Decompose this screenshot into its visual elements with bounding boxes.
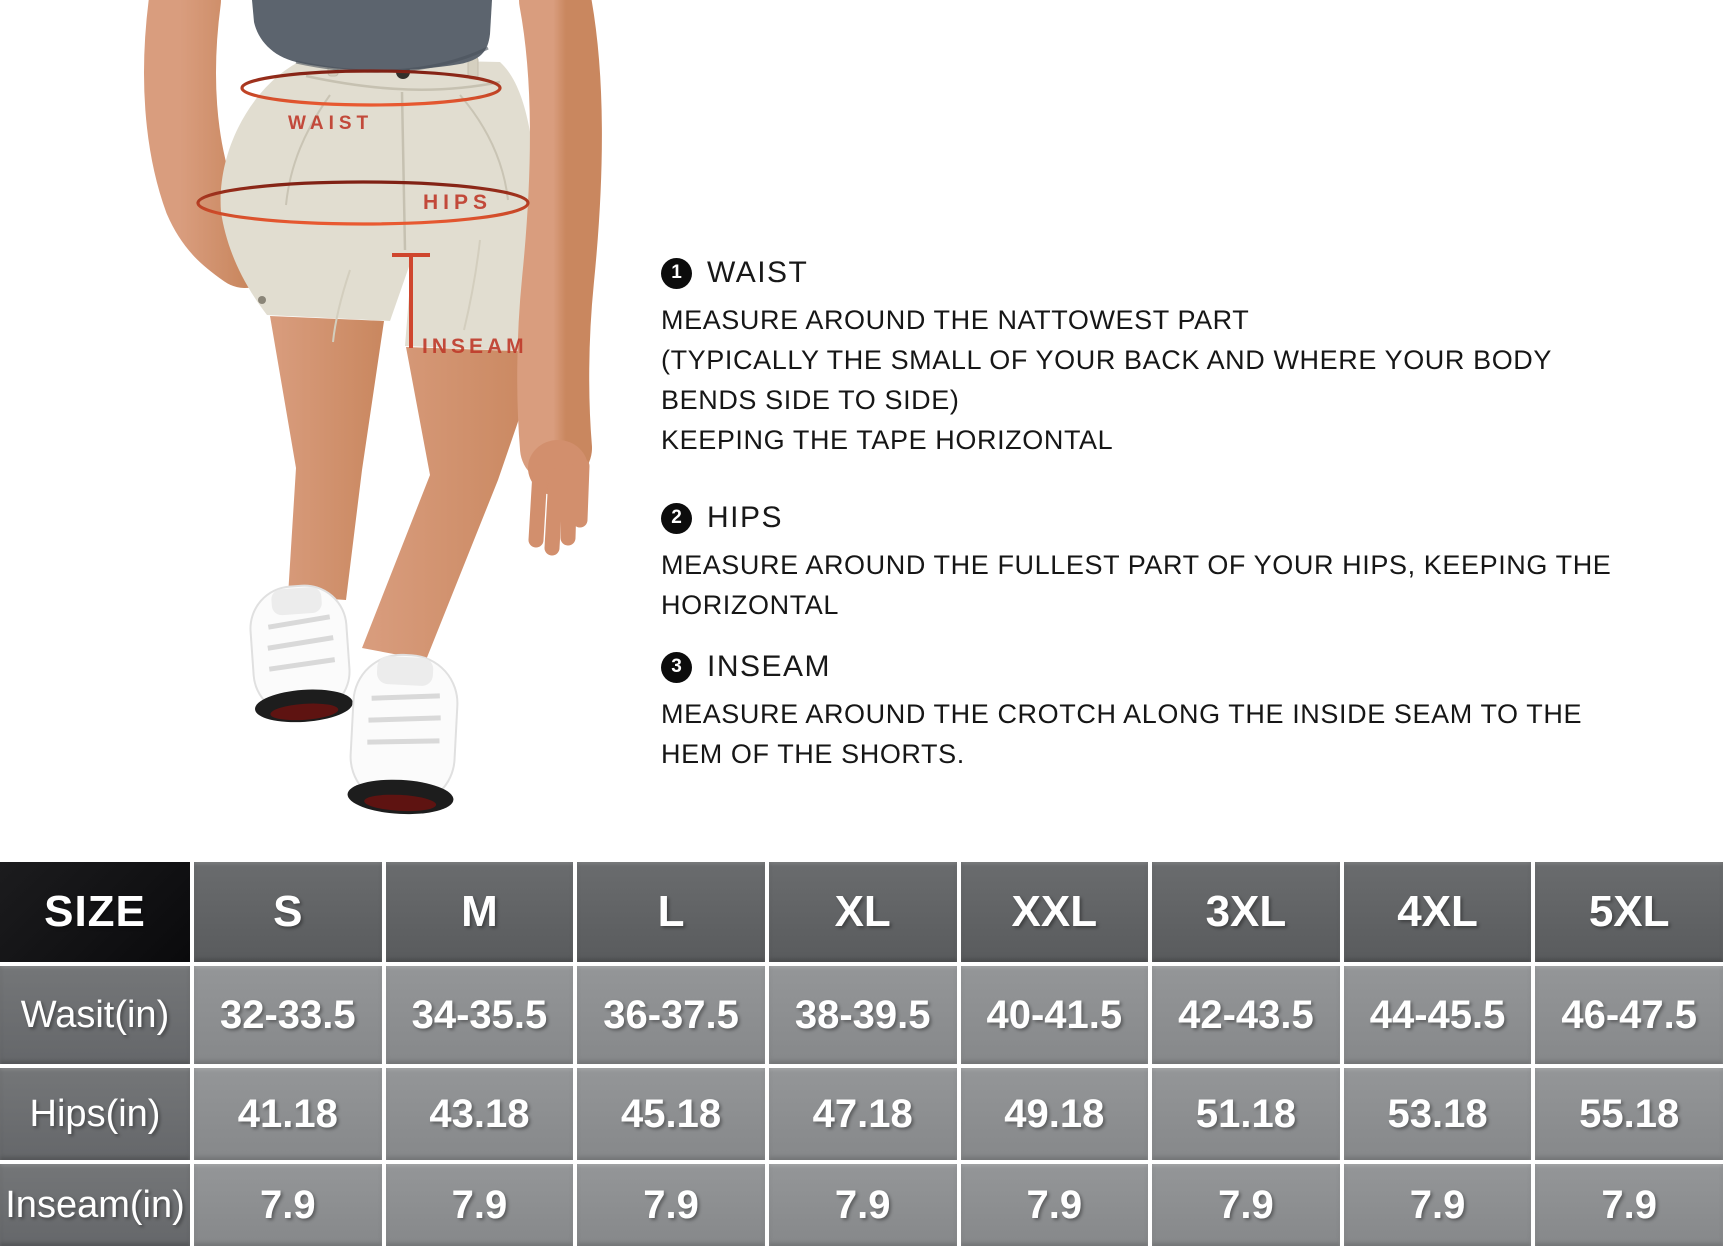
instruction-text-line: HEM OF THE SHORTS. [661,739,965,769]
hips-value-xxl: 49.18 [961,1068,1149,1160]
waist-value-5xl: 46-47.5 [1535,966,1723,1064]
row-label-inseam: Inseam(in) [0,1164,190,1246]
table-header-l: L [577,862,765,962]
instruction-text-line: KEEPING THE TAPE HORIZONTAL [661,425,1114,455]
table-header-xxl: XXL [961,862,1149,962]
left-leg [270,316,384,600]
right-leg [362,347,542,660]
row-label-waist: Wasit(in) [0,966,190,1064]
waist-value-m: 34-35.5 [386,966,574,1064]
right-shoe [347,652,461,816]
instruction-text-line: MEASURE AROUND THE NATTOWEST PART [661,305,1250,335]
instruction-inseam [661,650,1583,774]
inseam-value-5xl: 7.9 [1535,1164,1723,1246]
size-table [0,862,1723,1246]
hips-value-l: 45.18 [577,1068,765,1160]
waist-value-xl: 38-39.5 [769,966,957,1064]
instruction-waist-title: WAIST [707,256,809,289]
table-header-5xl: 5XL [1535,862,1723,962]
table-header-xl: XL [769,862,957,962]
waist-value-l: 36-37.5 [577,966,765,1064]
instruction-inseam-title: INSEAM [707,650,832,683]
instruction-text-line: MEASURE AROUND THE CROTCH ALONG THE INSIDE SEAM TO THE [661,699,1583,729]
instruction-text-line: MEASURE AROUND THE FULLEST PART OF YOUR HIPS, KEEPING THE [661,550,1612,580]
instruction-inseam-heading [661,650,1521,684]
hips-value-xl: 47.18 [769,1068,957,1160]
step-3-badge: 3 [661,652,692,683]
instruction-text-line: (TYPICALLY THE SMALL OF YOUR BACK AND WHERE YOUR BODY [661,345,1553,375]
hips-value-3xl: 51.18 [1152,1068,1340,1160]
waist-value-4xl: 44-45.5 [1344,966,1532,1064]
shirt [252,0,492,71]
instruction-hips [661,501,1612,625]
table-header-3xl: 3XL [1152,862,1340,962]
step-1-badge: 1 [661,258,692,289]
hips-value-4xl: 53.18 [1344,1068,1532,1160]
inseam-value-s: 7.9 [194,1164,382,1246]
inseam-value-xxl: 7.9 [961,1164,1149,1246]
hips-value-s: 41.18 [194,1068,382,1160]
row-label-hips: Hips(in) [0,1068,190,1160]
inseam-value-3xl: 7.9 [1152,1164,1340,1246]
model-photo [100,0,640,860]
right-arm [528,0,588,548]
table-header-size: SIZE [0,862,190,962]
inseam-value-4xl: 7.9 [1344,1164,1532,1246]
step-2-badge: 2 [661,503,692,534]
hips-value-5xl: 55.18 [1535,1068,1723,1160]
instruction-waist [661,256,1553,460]
waist-value-3xl: 42-43.5 [1152,966,1340,1064]
table-header-4xl: 4XL [1344,862,1532,962]
instruction-hips-title: HIPS [707,501,784,534]
instruction-text-line: BENDS SIDE TO SIDE) [661,385,960,415]
instruction-text-line: HORIZONTAL [661,590,840,620]
waist-value-s: 32-33.5 [194,966,382,1064]
instruction-waist-heading [661,256,1521,290]
hips-value-m: 43.18 [386,1068,574,1160]
table-header-m: M [386,862,574,962]
left-shoe [247,583,354,726]
hips-annotation-label: HIPS [423,191,493,214]
table-header-s: S [194,862,382,962]
inseam-value-l: 7.9 [577,1164,765,1246]
inseam-value-m: 7.9 [386,1164,574,1246]
inseam-annotation-label: INSEAM [422,335,528,358]
waist-value-xxl: 40-41.5 [961,966,1149,1064]
instruction-hips-heading [661,501,1521,535]
waist-annotation-label: WAIST [288,113,374,134]
inseam-value-xl: 7.9 [769,1164,957,1246]
